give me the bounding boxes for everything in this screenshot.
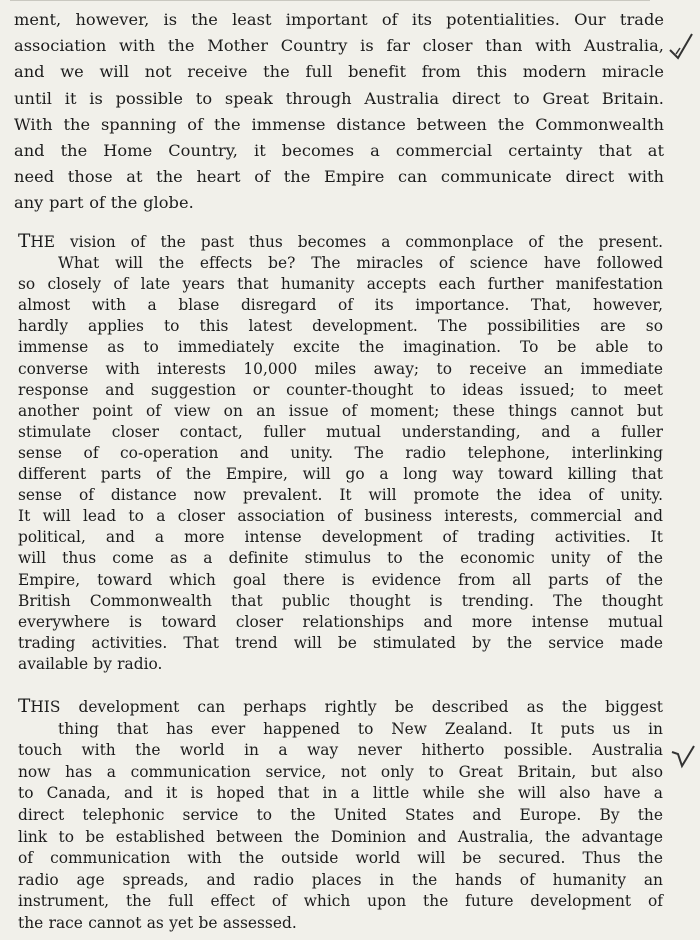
text-line: touch with the world in a way never hitherto possible. Australia (18, 741, 663, 760)
text-line: trading activities. That trend will be stimulated by the service made (18, 633, 663, 652)
paragraph-3 (18, 696, 663, 935)
first-line-text: HE vision of the past thus becomes a commonplace of the present. (30, 233, 663, 251)
text-line: another point of view on an issue of moment; these things cannot but (18, 401, 663, 420)
text-line: ment, however, is the least important of its potentialities. Our trade (14, 10, 664, 29)
text-line: everywhere is toward closer relationships and more intense mutual (18, 612, 663, 631)
text-line: political, and a more intense development of trading activities. It (18, 528, 663, 547)
text-line: instrument, the full effect of which upon the future development of (18, 892, 663, 911)
page-top-edge (10, 0, 650, 1)
text-line: sense of co-operation and unity. The radio telephone, interlinking (18, 443, 663, 462)
text-line: converse with interests 10,000 miles away; to receive an immediate (18, 359, 663, 378)
text-line: response and suggestion or counter-thought to ideas issued; to meet (18, 380, 663, 399)
margin-arrow-mark-icon (668, 738, 698, 774)
text-line: immense as to immediately excite the imagination. To be able to (18, 338, 663, 357)
text-line: British Commonwealth that public thought is trending. The thought (18, 591, 663, 610)
text-line: available by radio. (18, 654, 163, 673)
text-line: and the Home Country, it becomes a commercial certainty that at (14, 141, 664, 161)
text-line: until it is possible to speak through Australia direct to Great Britain. (14, 88, 664, 108)
text-line: now has a communication service, not only to Great Britain, but also (18, 762, 663, 781)
text-line: sense of distance now prevalent. It will promote the idea of unity. (18, 486, 663, 505)
paragraph-1 (14, 7, 664, 217)
text-line: need those at the heart of the Empire can communicate direct with (14, 167, 664, 187)
first-line-text: HIS development can perhaps rightly be described as the biggest (30, 698, 663, 716)
text-line-first (18, 231, 663, 253)
text-line: Empire, toward which goal there is evidence from all parts of the (18, 570, 663, 589)
text-line: thing that has ever happened to New Zealand. It puts us in (58, 719, 663, 738)
text-line: stimulate closer contact, fuller mutual understanding, and a fuller (18, 422, 663, 441)
text-line: What will the effects be? The miracles of science have followed (58, 254, 663, 273)
text-line: radio age spreads, and radio places in the hands of humanity an (18, 870, 663, 889)
text-line: to Canada, and it is hoped that in a little while she will also have a (18, 784, 663, 803)
text-line: direct telephonic service to the United States and Europe. By the (18, 805, 663, 824)
text-line: association with the Mother Country is far closer than with Australia, (14, 36, 664, 56)
text-line: With the spanning of the immense distance between the Commonwealth (14, 114, 664, 134)
drop-cap: T (18, 231, 31, 252)
paragraph-2 (18, 231, 663, 675)
text-line: It will lead to a closer association of business interests, commercial and (18, 507, 663, 526)
text-line: almost with a blase disregard of its importance. That, however, (18, 296, 663, 315)
text-line: will thus come as a definite stimulus to the economic unity of the (18, 549, 663, 568)
margin-tick-mark-icon (666, 28, 696, 68)
text-line-first (18, 696, 663, 719)
text-line: hardly applies to this latest development. The possibilities are so (18, 317, 663, 336)
text-line: so closely of late years that humanity accepts each further manifestation (18, 275, 663, 294)
text-line: different parts of the Empire, will go a long way toward killing that (18, 465, 663, 484)
drop-cap: T (18, 696, 31, 717)
text-line: of communication with the outside world will be secured. Thus the (18, 849, 663, 868)
text-line: and we will not receive the full benefit from this modern miracle (14, 62, 664, 82)
text-line: the race cannot as yet be assessed. (18, 913, 297, 932)
text-line: any part of the globe. (14, 193, 194, 213)
text-line: link to be established between the Dominion and Australia, the advantage (18, 827, 663, 846)
